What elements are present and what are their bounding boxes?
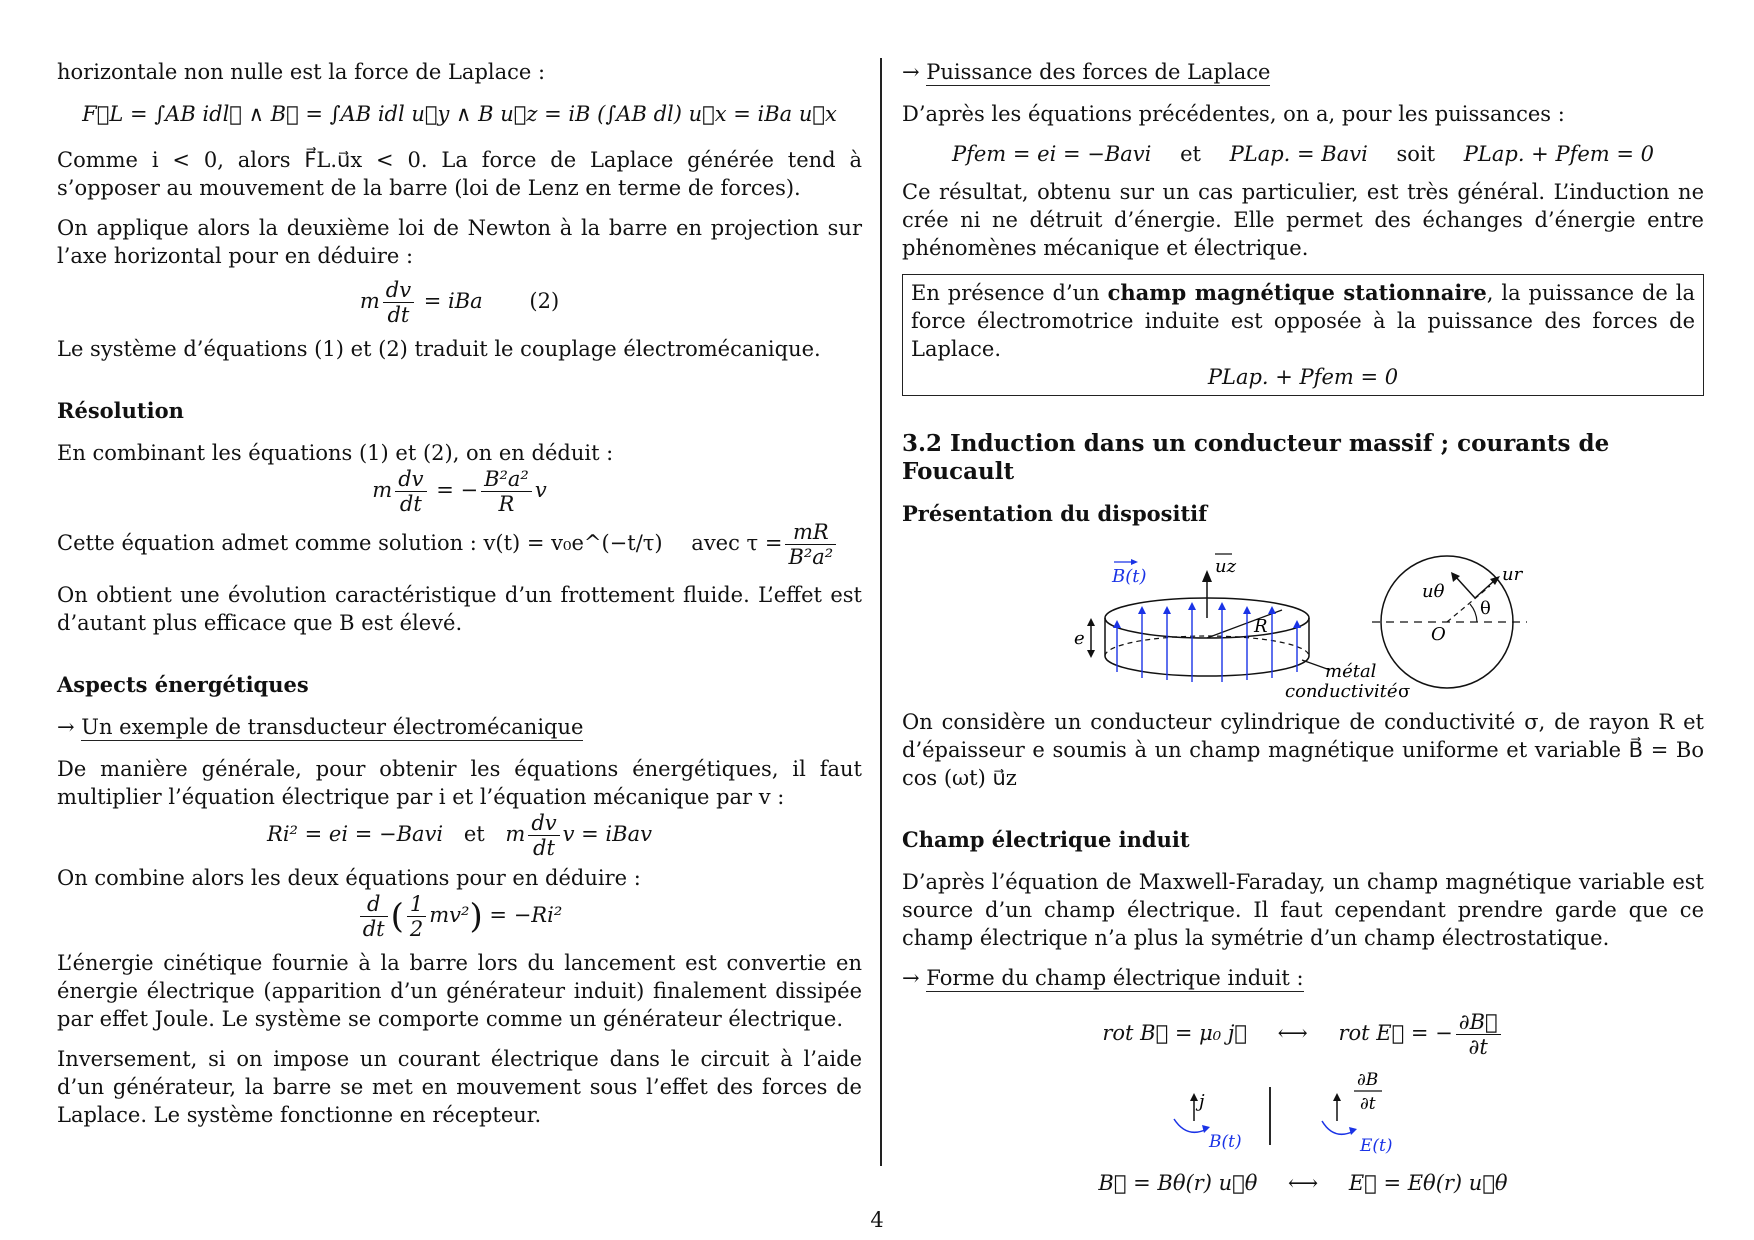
- eq-mv: mv²: [429, 903, 470, 927]
- heading-presentation: Présentation du dispositif: [902, 501, 1208, 526]
- uz-label: uz: [1215, 556, 1237, 577]
- frac-num: ∂B⃗: [1456, 1010, 1501, 1035]
- conductivity-label: conductivité: [1285, 681, 1398, 702]
- paragraph: Ce résultat, obtenu sur un cas particulier, est très général. L’induction ne crée ni ne détruit d’énergie. Elle permet des échanges d’énergie entre phénomènes mécanique et électrique.: [902, 180, 1704, 260]
- B-label-small: B(t): [1209, 1132, 1242, 1152]
- paragraph: D’après les équations précédentes, on a, pour les puissances :: [902, 102, 1565, 126]
- cylinder-bottom-back: [1105, 636, 1309, 656]
- frac-den: dt: [387, 303, 410, 327]
- fraction: [481, 467, 532, 516]
- dB-label: ∂B: [1357, 1070, 1379, 1090]
- equation-rot: [902, 1010, 1704, 1059]
- section-title: 3.2 Induction dans un conducteur massif ; courants de Foucault: [902, 430, 1610, 485]
- paragraph: En combinant les équations (1) et (2), on en déduit :: [57, 441, 614, 465]
- fraction: [785, 520, 836, 569]
- heading-resolution: Résolution: [57, 398, 184, 423]
- eq-et: et: [463, 822, 485, 846]
- eq-part: PLap. = Bavi: [1229, 142, 1368, 166]
- thickness-label: e: [1074, 628, 1085, 649]
- theta-arc: [1470, 604, 1477, 622]
- ur-vector: [1475, 580, 1495, 598]
- frac-den: R: [498, 492, 515, 516]
- paragraph: Comme i < 0, alors F⃗L.u⃗x < 0. La force de Laplace générée tend à s’opposer au mouvement de la barre (loi de Lenz en terme de forces).: [57, 148, 862, 200]
- frac-num: 1: [407, 892, 426, 917]
- metal-label: métal: [1325, 661, 1377, 682]
- subheading-text: Forme du champ électrique induit :: [926, 966, 1304, 990]
- heading-champ: Champ électrique induit: [902, 827, 1190, 852]
- frac-den: dt: [362, 917, 385, 941]
- fraction: [360, 892, 388, 941]
- frac-num: dv: [395, 467, 426, 492]
- arrow-subheading: → Puissance des forces de Laplace: [902, 60, 1271, 84]
- equation-velocity: m $\frac{dv}{dt}$ = − $\frac{\text{B²a²}}{R}$ v: [372, 467, 547, 516]
- eq-part: Ri² = ei = −Bavi: [267, 822, 444, 846]
- paragraph: L’énergie cinétique fournie à la barre lors du lancement est convertie en énergie électrique (apparition d’un générateur induit) finalement dissipée par effet Joule. Le système se comporte comme un générateur électrique.: [57, 951, 862, 1031]
- symmetry-figure: [902, 1059, 1704, 1159]
- page-number: 4: [870, 1208, 884, 1232]
- radius-label: R: [1254, 616, 1268, 637]
- arrow-subheading: → Un exemple de transducteur électromécanique: [57, 715, 584, 739]
- sigma-label: σ: [1398, 681, 1411, 702]
- equation-kinetic: $\frac{d}{dt}$ ( $\frac{1}{2}$ mv²) = −Ri²: [57, 892, 862, 941]
- equation-symmetry: [902, 1169, 1704, 1197]
- eq-part: PLap. + Pfem = 0: [1463, 142, 1655, 166]
- E-label-small: E(t): [1360, 1136, 1393, 1156]
- result-box: [902, 274, 1704, 396]
- paragraph: D’après l’équation de Maxwell-Faraday, un champ magnétique variable est source d’un champ électrique. Il faut cependant prendre garde que ce champ électrique n’a plus la symétrie d’un champ électrostatique.: [902, 870, 1704, 950]
- frac-num: mR: [785, 520, 836, 545]
- cylinder-bottom-front: [1105, 656, 1309, 676]
- B-label: B(t): [1112, 566, 1147, 587]
- eq-part: Pfem = ei = −Bavi: [951, 142, 1152, 166]
- column-divider: [880, 58, 882, 1166]
- box-bold: champ magnétique stationnaire: [1107, 280, 1487, 305]
- paragraph-solution: [57, 520, 862, 569]
- box-post: , la puissance de la force électromotrice induite est opposée à la puissance des forces de Laplace.: [911, 281, 1695, 361]
- frac-den: B²a²: [788, 545, 834, 569]
- fraction: [383, 278, 414, 327]
- equation-powers: [902, 140, 1704, 168]
- paragraph: On obtient une évolution caractéristique d’un frottement fluide. L’effet est d’autant plus efficace que B est élevé.: [57, 583, 862, 635]
- theta-label: θ: [1480, 598, 1491, 619]
- dt-label: ∂t: [1360, 1094, 1376, 1114]
- eq-B-theta: B⃗ = Bθ(r) u⃗θ: [1098, 1171, 1258, 1195]
- frac-den: dt: [399, 492, 422, 516]
- eq-m: m: [505, 822, 526, 846]
- paragraph: horizontale non nulle est la force de Laplace :: [57, 60, 546, 84]
- heading-aspects: Aspects énergétiques: [57, 672, 309, 697]
- current-sketch: [1174, 1093, 1210, 1133]
- equation-newton: [57, 278, 862, 327]
- eq-rhs: = iBa: [423, 289, 483, 313]
- eq-soit: soit: [1396, 142, 1436, 166]
- frac-num: d: [360, 892, 388, 917]
- box-equation: PLap. + Pfem = 0: [1207, 365, 1399, 389]
- utheta-label: uθ: [1422, 581, 1445, 602]
- tau-text: avec τ =: [691, 531, 783, 555]
- eq-equiv-arrow: ⟷: [1277, 1021, 1308, 1045]
- origin-label: O: [1431, 624, 1446, 645]
- paragraph: On applique alors la deuxième loi de Newton à la barre en projection sur l’axe horizontal pour en déduire :: [57, 216, 862, 268]
- frac-num: B²a²: [481, 467, 532, 492]
- device-figure: [902, 542, 1704, 702]
- equation-laplace-force: F⃗L = ∫AB idl⃗ ∧ B⃗ = ∫AB idl u⃗y ∧ B u⃗z = iB (∫AB dl) u⃗x = iBa u⃗x: [82, 102, 837, 126]
- fraction: [407, 892, 426, 941]
- eq-rhs: v = iBav: [562, 822, 652, 846]
- eq-rot-E: rot E⃗ = −: [1338, 1021, 1453, 1045]
- fraction: $\frac{dv}{dt}$: [528, 811, 559, 860]
- box-text: [911, 279, 1695, 363]
- left-column: [57, 58, 862, 1141]
- B-label-arrow: [1114, 559, 1138, 565]
- frac-den: 2: [409, 917, 424, 941]
- paragraph: Inversement, si on impose un courant électrique dans le circuit à l’aide d’un générateur, la barre se met en mouvement sous l’effet des forces de Laplace. Le système fonctionne en récepteur.: [57, 1047, 862, 1127]
- solution-text: Cette équation admet comme solution : v(t) = v₀e^(−t/τ): [57, 531, 663, 555]
- subheading-text: Un exemple de transducteur électromécanique: [81, 715, 584, 739]
- ur-label: ur: [1502, 564, 1523, 585]
- paragraph: Le système d’équations (1) et (2) traduit le couplage électromécanique.: [57, 337, 821, 361]
- j-label: j: [1199, 1091, 1205, 1112]
- equation-energy: [57, 811, 862, 860]
- fraction: [395, 467, 426, 516]
- right-column: [902, 58, 1704, 1197]
- eq-m: m: [359, 289, 380, 313]
- frac-num: dv: [383, 278, 414, 303]
- subheading-text: Puissance des forces de Laplace: [926, 60, 1271, 84]
- uz-arrowhead: [1202, 570, 1212, 582]
- eq-equiv-arrow: ⟷: [1288, 1171, 1319, 1195]
- eq-E-theta: E⃗ = Eθ(r) u⃗θ: [1348, 1171, 1508, 1195]
- arrow-subheading: → Forme du champ électrique induit :: [902, 966, 1304, 990]
- eq-rot-B: rot B⃗ = μ₀ j⃗: [1102, 1021, 1247, 1045]
- paragraph: De manière générale, pour obtenir les équations énergétiques, il faut multiplier l’équation électrique par i et l’équation mécanique par v :: [57, 757, 862, 809]
- eq-mid: = −: [436, 478, 479, 502]
- thickness-marker: [1087, 618, 1095, 658]
- frac-den: ∂t: [1468, 1035, 1488, 1059]
- box-pre: En présence d’un: [911, 281, 1108, 305]
- utheta-vector: [1455, 576, 1475, 598]
- fraction: [1456, 1010, 1501, 1059]
- eq-rhs: = −Ri²: [489, 903, 563, 927]
- equation-tag: (2): [529, 289, 560, 313]
- paragraph: On considère un conducteur cylindrique de conductivité σ, de rayon R et d’épaisseur e soumis à un champ magnétique uniforme et variable B⃗ = Bo cos (ωt) u⃗z: [902, 710, 1704, 790]
- eq-et: et: [1180, 142, 1201, 166]
- paragraph: On combine alors les deux équations pour en déduire :: [57, 866, 641, 890]
